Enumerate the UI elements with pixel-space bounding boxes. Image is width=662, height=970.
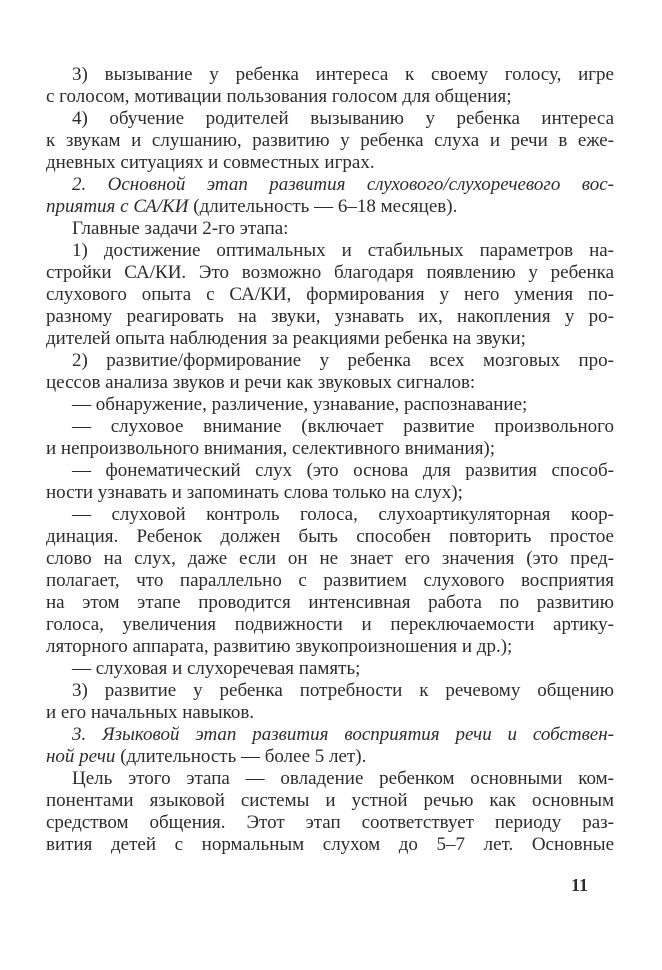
text-line <box>46 350 614 372</box>
text-line <box>46 592 614 614</box>
text-segment: и непроизвольного внимания, селективного внимания); <box>46 438 496 459</box>
paragraph <box>46 658 614 680</box>
text-segment: стройки СА/КИ. Это возможно благодаря появлению у ребенка <box>46 262 614 283</box>
italic-text-segment: 2. Основной этап развития слухового/слухоречевого вос- <box>72 174 614 195</box>
text-line <box>46 504 614 526</box>
text-line <box>46 64 614 86</box>
text-segment: ляторного аппарата, развитию звукопроизношения и др.); <box>46 636 513 657</box>
text-segment: — обнаружение, различение, узнавание, распознавание; <box>72 394 528 415</box>
text-line <box>46 240 614 262</box>
italic-text-segment: ной речи <box>46 746 121 767</box>
page-number: 11 <box>570 875 588 895</box>
text-line <box>46 482 614 504</box>
paragraph <box>46 174 614 218</box>
text-line <box>46 746 614 768</box>
text-line <box>46 570 614 592</box>
text-segment: — слуховой контроль голоса, слухоартикуляторная коор- <box>72 504 614 525</box>
text-line <box>46 790 614 812</box>
text-line <box>46 372 614 394</box>
text-line <box>46 394 614 416</box>
paragraph <box>46 416 614 460</box>
text-line <box>46 196 614 218</box>
text-line <box>46 108 614 130</box>
text-segment: (длительность — 6–18 месяцев). <box>193 196 458 217</box>
text-line <box>46 636 614 658</box>
text-line <box>46 152 614 174</box>
text-segment: дителей опыта наблюдения за реакциями ребенка на звуки; <box>46 328 526 349</box>
text-segment: вития детей с нормальным слухом до 5–7 лет. Основные <box>46 834 614 855</box>
text-segment: — фонематический слух (это основа для развития способ- <box>72 460 614 481</box>
text-line <box>46 262 614 284</box>
text-segment: разному реагировать на звуки, узнавать их, накопления у ро- <box>46 306 614 327</box>
text-line <box>46 724 614 746</box>
text-segment: дневных ситуациях и совместных играх. <box>46 152 375 173</box>
text-line <box>46 416 614 438</box>
text-segment: 3) вызывание у ребенка интереса к своему голосу, игре <box>72 64 614 85</box>
text-segment: к звукам и слушанию, развитию у ребенка слуха и речи в еже- <box>46 130 614 151</box>
text-segment: 3) развитие у ребенка потребности к речевому общению <box>72 680 614 701</box>
text-line <box>46 328 614 350</box>
text-segment: Цель этого этапа — овладение ребенком основными ком- <box>72 768 614 789</box>
text-segment: голоса, увеличения подвижности и переключаемости артику- <box>46 614 614 635</box>
paragraph <box>46 680 614 724</box>
text-segment: и его начальных навыков. <box>46 702 255 723</box>
text-line <box>46 438 614 460</box>
paragraph <box>46 460 614 504</box>
text-line <box>46 768 614 790</box>
text-line <box>46 548 614 570</box>
text-segment: (длительность — более 5 лет). <box>120 746 367 767</box>
text-line <box>46 460 614 482</box>
text-segment: ности узнавать и запоминать слова только на слух); <box>46 482 463 503</box>
text-line <box>46 702 614 724</box>
text-segment: 1) достижение оптимальных и стабильных параметров на- <box>72 240 614 261</box>
paragraph <box>46 240 614 350</box>
text-segment: — слуховое внимание (включает развитие произвольного <box>72 416 614 437</box>
text-line <box>46 834 614 856</box>
text-segment: слухового опыта с СА/КИ, формирования у него умения по- <box>46 284 614 305</box>
text-line <box>46 284 614 306</box>
page-text <box>46 64 614 856</box>
paragraph <box>46 768 614 856</box>
text-line <box>46 658 614 680</box>
italic-text-segment: 3. Языковой этап развития восприятия речи и собствен- <box>72 724 614 745</box>
text-line <box>46 614 614 636</box>
paragraph <box>46 724 614 768</box>
text-segment: 4) обучение родителей вызыванию у ребенка интереса <box>72 108 614 129</box>
text-line <box>46 680 614 702</box>
paragraph <box>46 394 614 416</box>
text-line <box>46 306 614 328</box>
text-segment: полагает, что параллельно с развитием слухового восприятия <box>46 570 614 591</box>
paragraph <box>46 350 614 394</box>
paragraph <box>46 64 614 108</box>
italic-text-segment: приятия с СА/КИ <box>46 196 194 217</box>
paragraph <box>46 504 614 658</box>
paragraph <box>46 218 614 240</box>
text-line <box>46 526 614 548</box>
text-segment: Главные задачи 2-го этапа: <box>72 218 289 239</box>
text-segment: 2) развитие/формирование у ребенка всех мозговых про- <box>72 350 614 371</box>
text-segment: цессов анализа звуков и речи как звуковых сигналов: <box>46 372 476 393</box>
text-segment: динация. Ребенок должен быть способен повторить простое <box>46 526 614 547</box>
paragraph <box>46 108 614 174</box>
text-line <box>46 86 614 108</box>
text-segment: понентами языковой системы и устной речью как основным <box>46 790 614 811</box>
text-line <box>46 218 614 240</box>
text-segment: — слуховая и слухоречевая память; <box>72 658 361 679</box>
text-segment: с голосом, мотивации пользования голосом для общения; <box>46 86 512 107</box>
text-segment: на этом этапе проводится интенсивная работа по развитию <box>46 592 614 613</box>
text-line <box>46 130 614 152</box>
text-line <box>46 174 614 196</box>
text-segment: слово на слух, даже если он не знает его значения (это пред- <box>46 548 614 569</box>
text-segment: средством общения. Этот этап соответствует периоду раз- <box>46 812 614 833</box>
text-line <box>46 812 614 834</box>
